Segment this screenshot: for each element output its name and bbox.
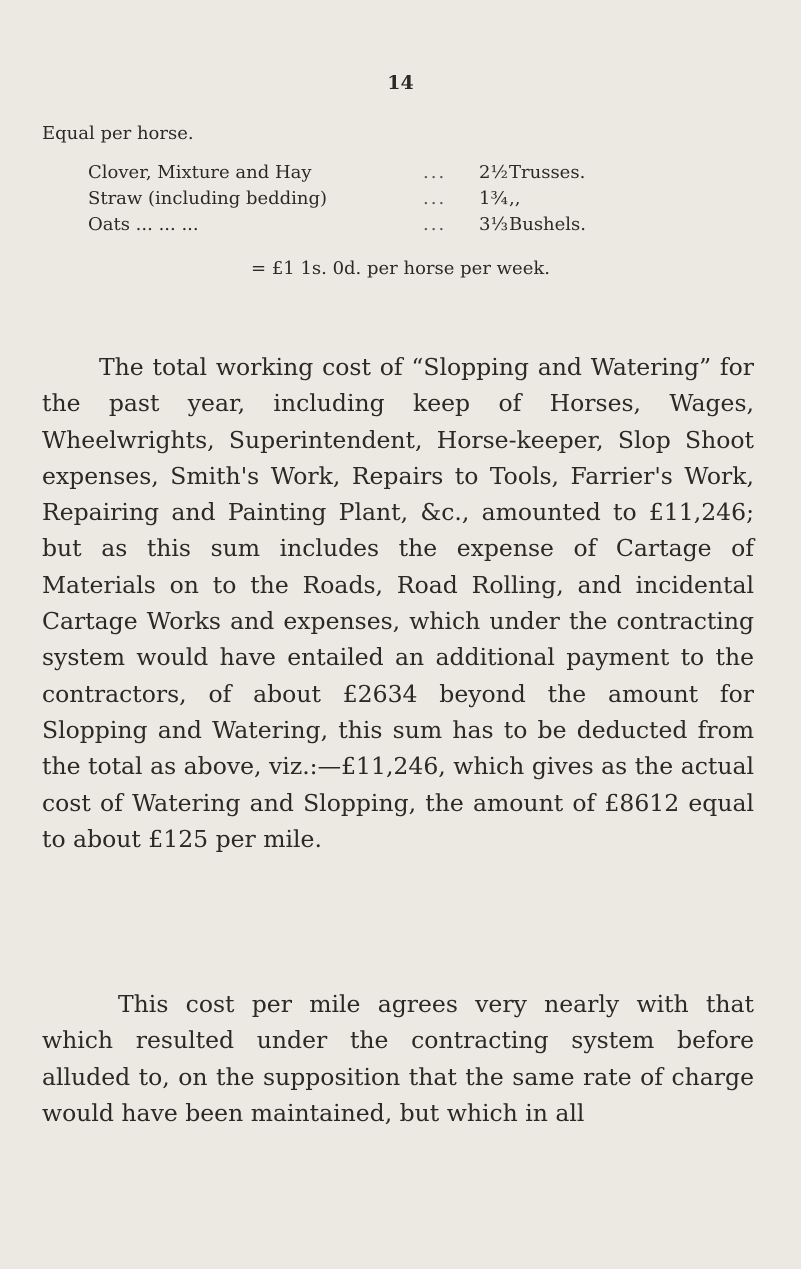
ration-quantity: 1¾ (479, 188, 508, 209)
ration-unit: ,, (509, 188, 521, 209)
body-paragraph: The total working cost of “Slopping and Watering” for the past year, including keep of Horses, Wages, Wheelwrights, Superintendent, Horse-keeper, Slop Shoot expenses, Smith's Work, Repairs to Tools, Farrier's Work, Repairing and Painting Plant, &c., amounted to £11,246; but as this sum includes the expense of Cartage of Materials on to the Roads, Road Rolling, and incidental Cartage Works and expenses, which under the contracting system would have entailed an additional payment to the contractors, of about £2634 beyond the amount for Slopping and Watering, this sum has to be deducted from the total as above, viz.:—£11,246, which gives as the actual cost of Watering and Slopping, the amount of £8612 equal to about £125 per mile. (42, 353, 754, 853)
page-number: 14 (387, 72, 414, 94)
ration-item: Oats ... ... ... (88, 214, 199, 235)
ration-row-hay (88, 160, 668, 186)
body-paragraph: This cost per mile agrees very nearly with that which resulted under the contracting system before alluded to, on the supposition that the same rate of charge would have been maintained, but which in all (42, 990, 754, 1127)
ration-quantity: 3⅓ (479, 214, 508, 235)
dot-leader: ... (423, 162, 447, 183)
ration-row-straw (88, 186, 668, 212)
ration-item: Clover, Mixture and Hay (88, 162, 312, 183)
ration-heading: Equal per horse. (42, 123, 194, 144)
ration-table (88, 160, 668, 238)
dot-leader: ... (423, 188, 447, 209)
ration-quantity: 2½ (479, 162, 508, 183)
cost-per-horse: = £1 1s. 0d. per horse per week. (251, 258, 550, 279)
dot-leader: ... (423, 214, 447, 235)
ration-item: Straw (including bedding) (88, 188, 328, 209)
ration-unit: Trusses. (509, 162, 586, 183)
ration-unit: Bushels. (509, 214, 587, 235)
ration-row-oats (88, 212, 668, 238)
